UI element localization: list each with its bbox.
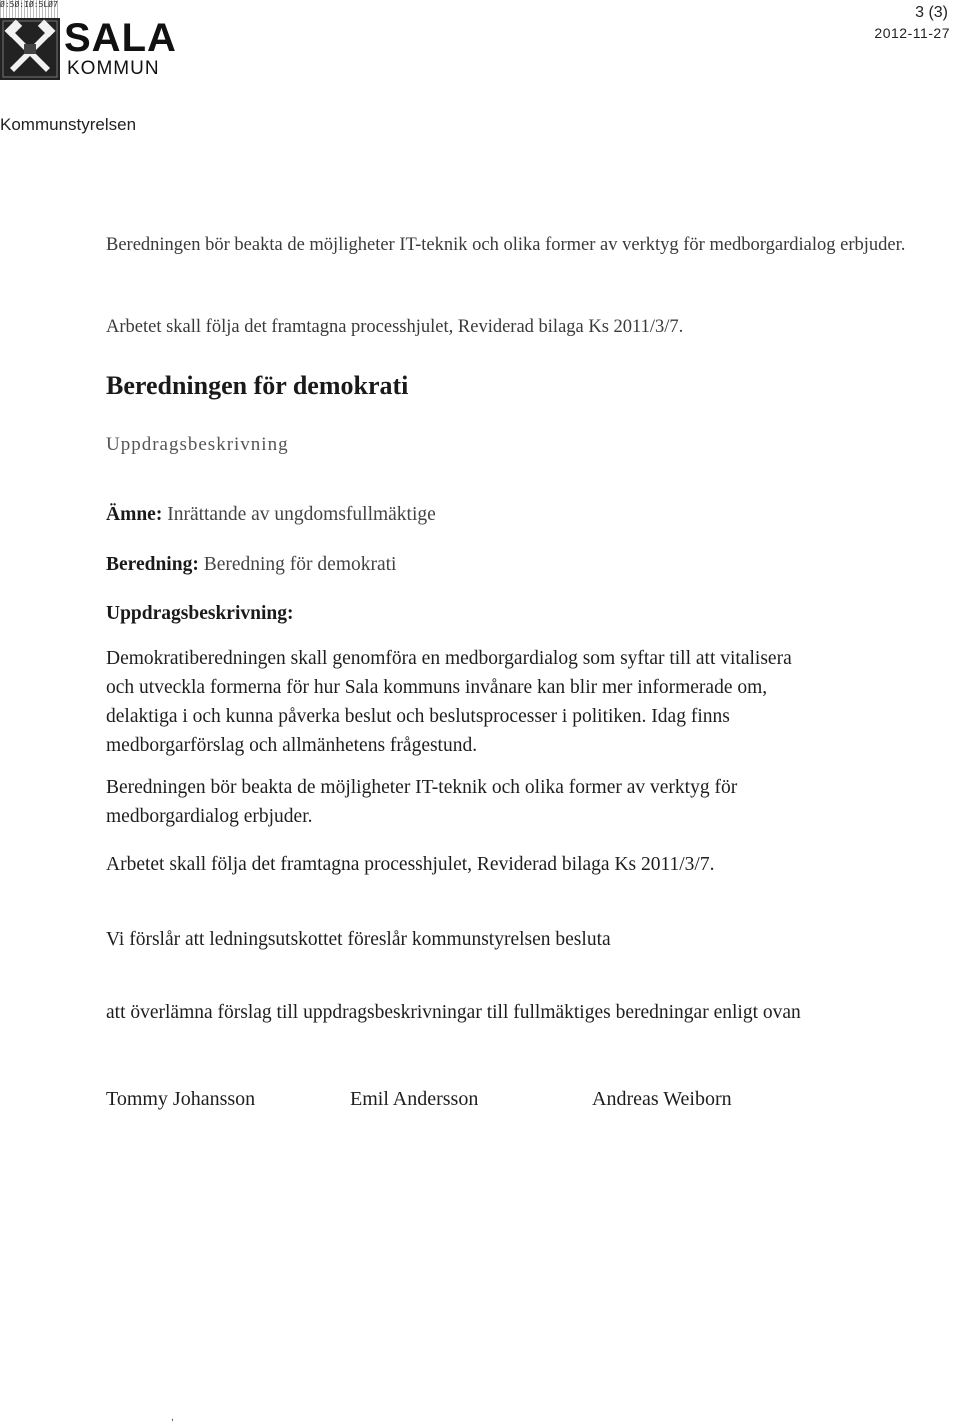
proposal-intro: Vi förslår att ledningsutskottet föreslår kommunstyrelsen besluta [106,929,611,950]
beredning-label: Beredning: [106,554,199,575]
archive-stamp: Ø:5Ø:IØ:5LØ7 [0,0,60,20]
section-subheading: Uppdragsbeskrivning [106,434,289,455]
signature-3: Andreas Weiborn [592,1088,732,1110]
top-paragraph-2: Arbetet skall följa det framtagna processhjulet, Reviderad bilaga Ks 2011/3/7. [106,317,684,337]
scan-mark: , [171,1412,174,1423]
amne-row [106,504,436,526]
beredning-value: Beredning för demokrati [203,554,397,575]
logo-wordmark: SALA [64,16,177,60]
signature-2: Emil Andersson [350,1088,479,1110]
sala-kommun-logo-icon [0,18,60,80]
logo-subtitle: KOMMUN [67,58,160,79]
signature-1: Tommy Johansson [106,1088,256,1110]
amne-label: Ämne: [106,504,163,525]
department-name: Kommunstyrelsen [0,115,137,134]
uppdrag-label: Uppdragsbeskrivning: [106,603,294,624]
it-paragraph: Beredningen bör beakta de möjligheter IT-teknik och olika former av verktyg för medborgardialog erbjuder. [106,777,738,827]
beredning-row [106,554,396,576]
document-date: 2012-11-27 [874,25,950,41]
amne-value: Inrättande av ungdomsfullmäktige [167,504,436,525]
proposal-decision: att överlämna förslag till uppdragsbeskrivningar till fullmäktiges beredningar enligt ovan [106,1002,801,1023]
top-paragraph-1: Beredningen bör beakta de möjligheter IT-teknik och olika former av verktyg för medborgardialog erbjuder. [106,235,906,255]
page-number: 3 (3) [915,4,948,21]
assignment-paragraph: Demokratiberedningen skall genomföra en medborgardialog som syftar till att vitalisera och utveckla formerna för hur Sala kommuns invånare kan blir mer informerade om, delaktiga i och kunna påverka beslut och beslutsprocesser i politiken. Idag finns medborgarförslag och allmänhetens frågestund. [106,648,792,756]
section-heading: Beredningen för demokrati [106,371,409,400]
process-paragraph: Arbetet skall följa det framtagna processhjulet, Reviderad bilaga Ks 2011/3/7. [106,854,715,875]
